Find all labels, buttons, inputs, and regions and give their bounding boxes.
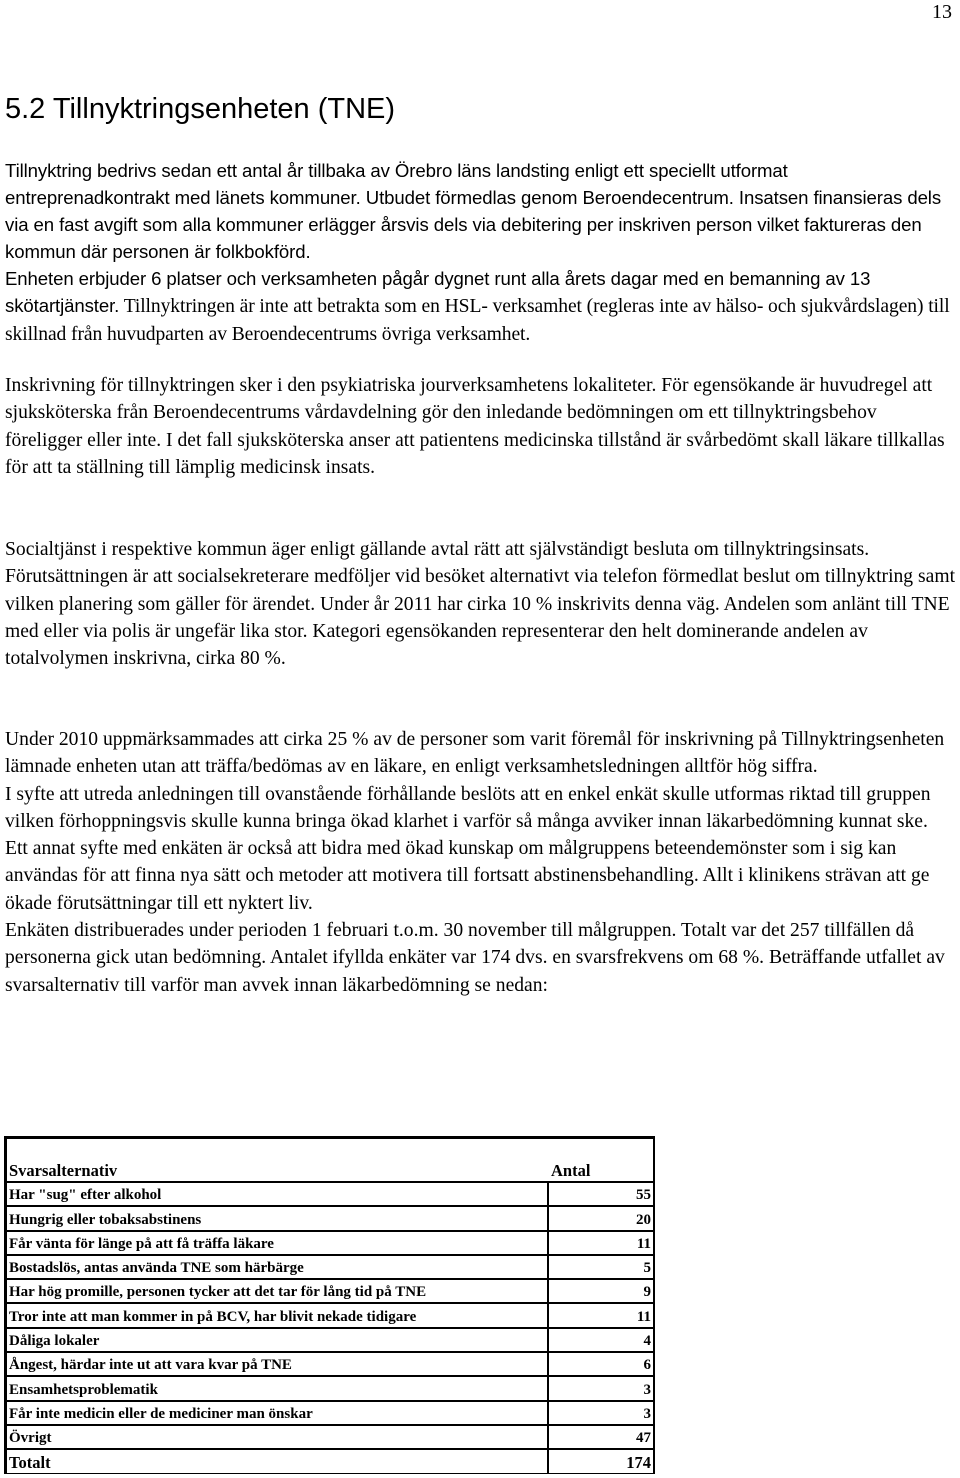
- intro-section: [5, 157, 955, 348]
- row-response-option: Övrigt: [7, 1425, 548, 1449]
- header-response-option: Svarsalternativ: [7, 1139, 548, 1182]
- total-count: 174: [626, 1452, 651, 1472]
- table-row: [7, 1303, 653, 1327]
- intro-paragraph-2-serif: Tillnyktringen är inte att betrakta som en HSL- verksamhet (regleras inte av hälso- och sjukvårdslagen) till skillnad från huvudparten av Beroendecentrums övriga verksamhet.: [5, 296, 950, 345]
- paragraph-enrollment: Inskrivning för tillnyktringen sker i den psykiatriska jourverksamhetens lokaliteter. För egensökande är huvudregel att sjuksköterska från Beroendecentrums vårdavdelning gör den inledande bedömningen om ett tillnyktringsbehov föreligger eller inte. I det fall sjuksköterska anser att patientens medicinska tillstånd är svårbedömt skall läkare tillkallas för att ta ställning till lämplig medicinsk insats.: [5, 375, 945, 478]
- row-count: 5: [548, 1255, 653, 1279]
- table-row: [7, 1425, 653, 1449]
- row-count: 6: [548, 1352, 653, 1376]
- row-count: 55: [548, 1182, 653, 1206]
- row-response-option: Ångest, härdar inte ut att vara kvar på TNE: [7, 1352, 548, 1376]
- row-count: 11: [548, 1231, 653, 1255]
- paragraph-survey-purpose: I syfte att utreda anledningen till ovanstående förhållande beslöts att en enkel enkät skulle utformas riktad till gruppen vilken förhoppningsvis skulle kunna bringa ökad klarhet i varför så många avviker innan läkarbedömning kunnat ske. Ett annat syfte med enkäten är också att bidra med ökad kunskap om målgruppens beteendemönster som i sig kan användas för att finna nya sätt och metoder att motivera till fortsatt abstinensbehandling. Allt i klinikens strävan att ge ökade förutsättningar till ett nyktert liv.: [5, 783, 931, 914]
- table-row: [7, 1231, 653, 1255]
- row-count: 9: [548, 1279, 653, 1303]
- paragraph-2010-observation: Under 2010 uppmärksammades att cirka 25 % av de personer som varit föremål för inskrivning på Tillnyktringsenheten lämnade enheten utan att träffa/bedömas av en läkare, en enligt verksamhetsledningen alltför hög siffra.: [5, 729, 945, 778]
- table-row: [7, 1328, 653, 1352]
- row-count: 20: [548, 1206, 653, 1230]
- section-heading: 5.2 Tillnyktringsenheten (TNE): [5, 93, 396, 125]
- table-row: [7, 1376, 653, 1400]
- page-number: 13: [932, 1, 952, 23]
- row-response-option: Ensamhetsproblematik: [7, 1376, 548, 1400]
- table-row: [7, 1182, 653, 1206]
- row-response-option: Tror inte att man kommer in på BCV, har blivit nekade tidigare: [7, 1303, 548, 1327]
- table-total-row: [7, 1449, 653, 1472]
- intro-paragraph-2: [5, 265, 955, 348]
- row-response-option: Får vänta för länge på att få träffa läkare: [7, 1231, 548, 1255]
- intro-paragraph-1: Tillnyktring bedrivs sedan ett antal år tillbaka av Örebro läns landsting enligt ett speciellt utformat entreprenadkontrakt med länets kommuner. Utbudet förmedlas genom Beroendecentrum. Insatsen finansieras dels via en fast avgift som alla kommuner erlägger årsvis dels via debitering per inskriven person vilket faktureras den kommun där personen är folkbokförd.: [5, 160, 942, 262]
- table-row: [7, 1401, 653, 1425]
- row-count: 47: [548, 1425, 653, 1449]
- row-response-option: Har hög promille, personen tycker att det tar för lång tid på TNE: [7, 1279, 548, 1303]
- row-count: 4: [548, 1328, 653, 1352]
- paragraph-social-services: Socialtjänst i respektive kommun äger enligt gällande avtal rätt att självständigt besluta om tillnyktringsinsats. Förutsättningen är att socialsekreterare medföljer vid besöket alternativt via telefon förmedlat beslut om tillnyktring samt vilken planering som gäller för ärendet. Under år 2011 har cirka 10 % inskrivits denna väg. Andelen som anlänt till TNE med eller via polis är ungefär lika stor. Kategori egensökanden representerar den helt dominerande andelen av totalvolymen inskrivna, cirka 80 %.: [5, 539, 956, 670]
- paragraph-block-survey: [5, 726, 955, 999]
- row-response-option: Har "sug" efter alkohol: [7, 1182, 548, 1206]
- paragraph-survey-distribution: Enkäten distribuerades under perioden 1 februari t.o.m. 30 november till målgruppen. Totalt var det 257 tillfällen då personerna gick utan bedömning. Antalet ifyllda enkäter var 174 dvs. en svarsfrekvens om 68 %. Beträffande utfallet av svarsalternativ till varför man avvek innan läkarbedömning se nedan:: [5, 920, 945, 996]
- paragraph-block-social-services: [5, 536, 955, 672]
- row-response-option: Får inte medicin eller de mediciner man önskar: [7, 1401, 548, 1425]
- row-count: 3: [548, 1401, 653, 1425]
- row-response-option: Dåliga lokaler: [7, 1328, 548, 1352]
- total-label: Totalt: [7, 1449, 548, 1472]
- row-count: 11: [548, 1303, 653, 1327]
- table-row: [7, 1279, 653, 1303]
- row-response-option: Bostadslös, antas använda TNE som härbärge: [7, 1255, 548, 1279]
- row-count: 3: [548, 1376, 653, 1400]
- table-row: [7, 1206, 653, 1230]
- row-response-option: Hungrig eller tobaksabstinens: [7, 1206, 548, 1230]
- paragraph-block-enrollment: [5, 372, 955, 481]
- intro-paragraph-2-sans: Enheten erbjuder 6 platser och verksamheten pågår dygnet runt alla årets dagar med en bemanning av 13 skötartjänster.: [5, 268, 871, 316]
- table-row: [7, 1255, 653, 1279]
- header-count: Antal: [548, 1139, 653, 1182]
- survey-results-table: [7, 1139, 653, 1473]
- table-row: [7, 1352, 653, 1376]
- survey-results-table-frame: [4, 1136, 655, 1474]
- table-header-row: [7, 1139, 653, 1182]
